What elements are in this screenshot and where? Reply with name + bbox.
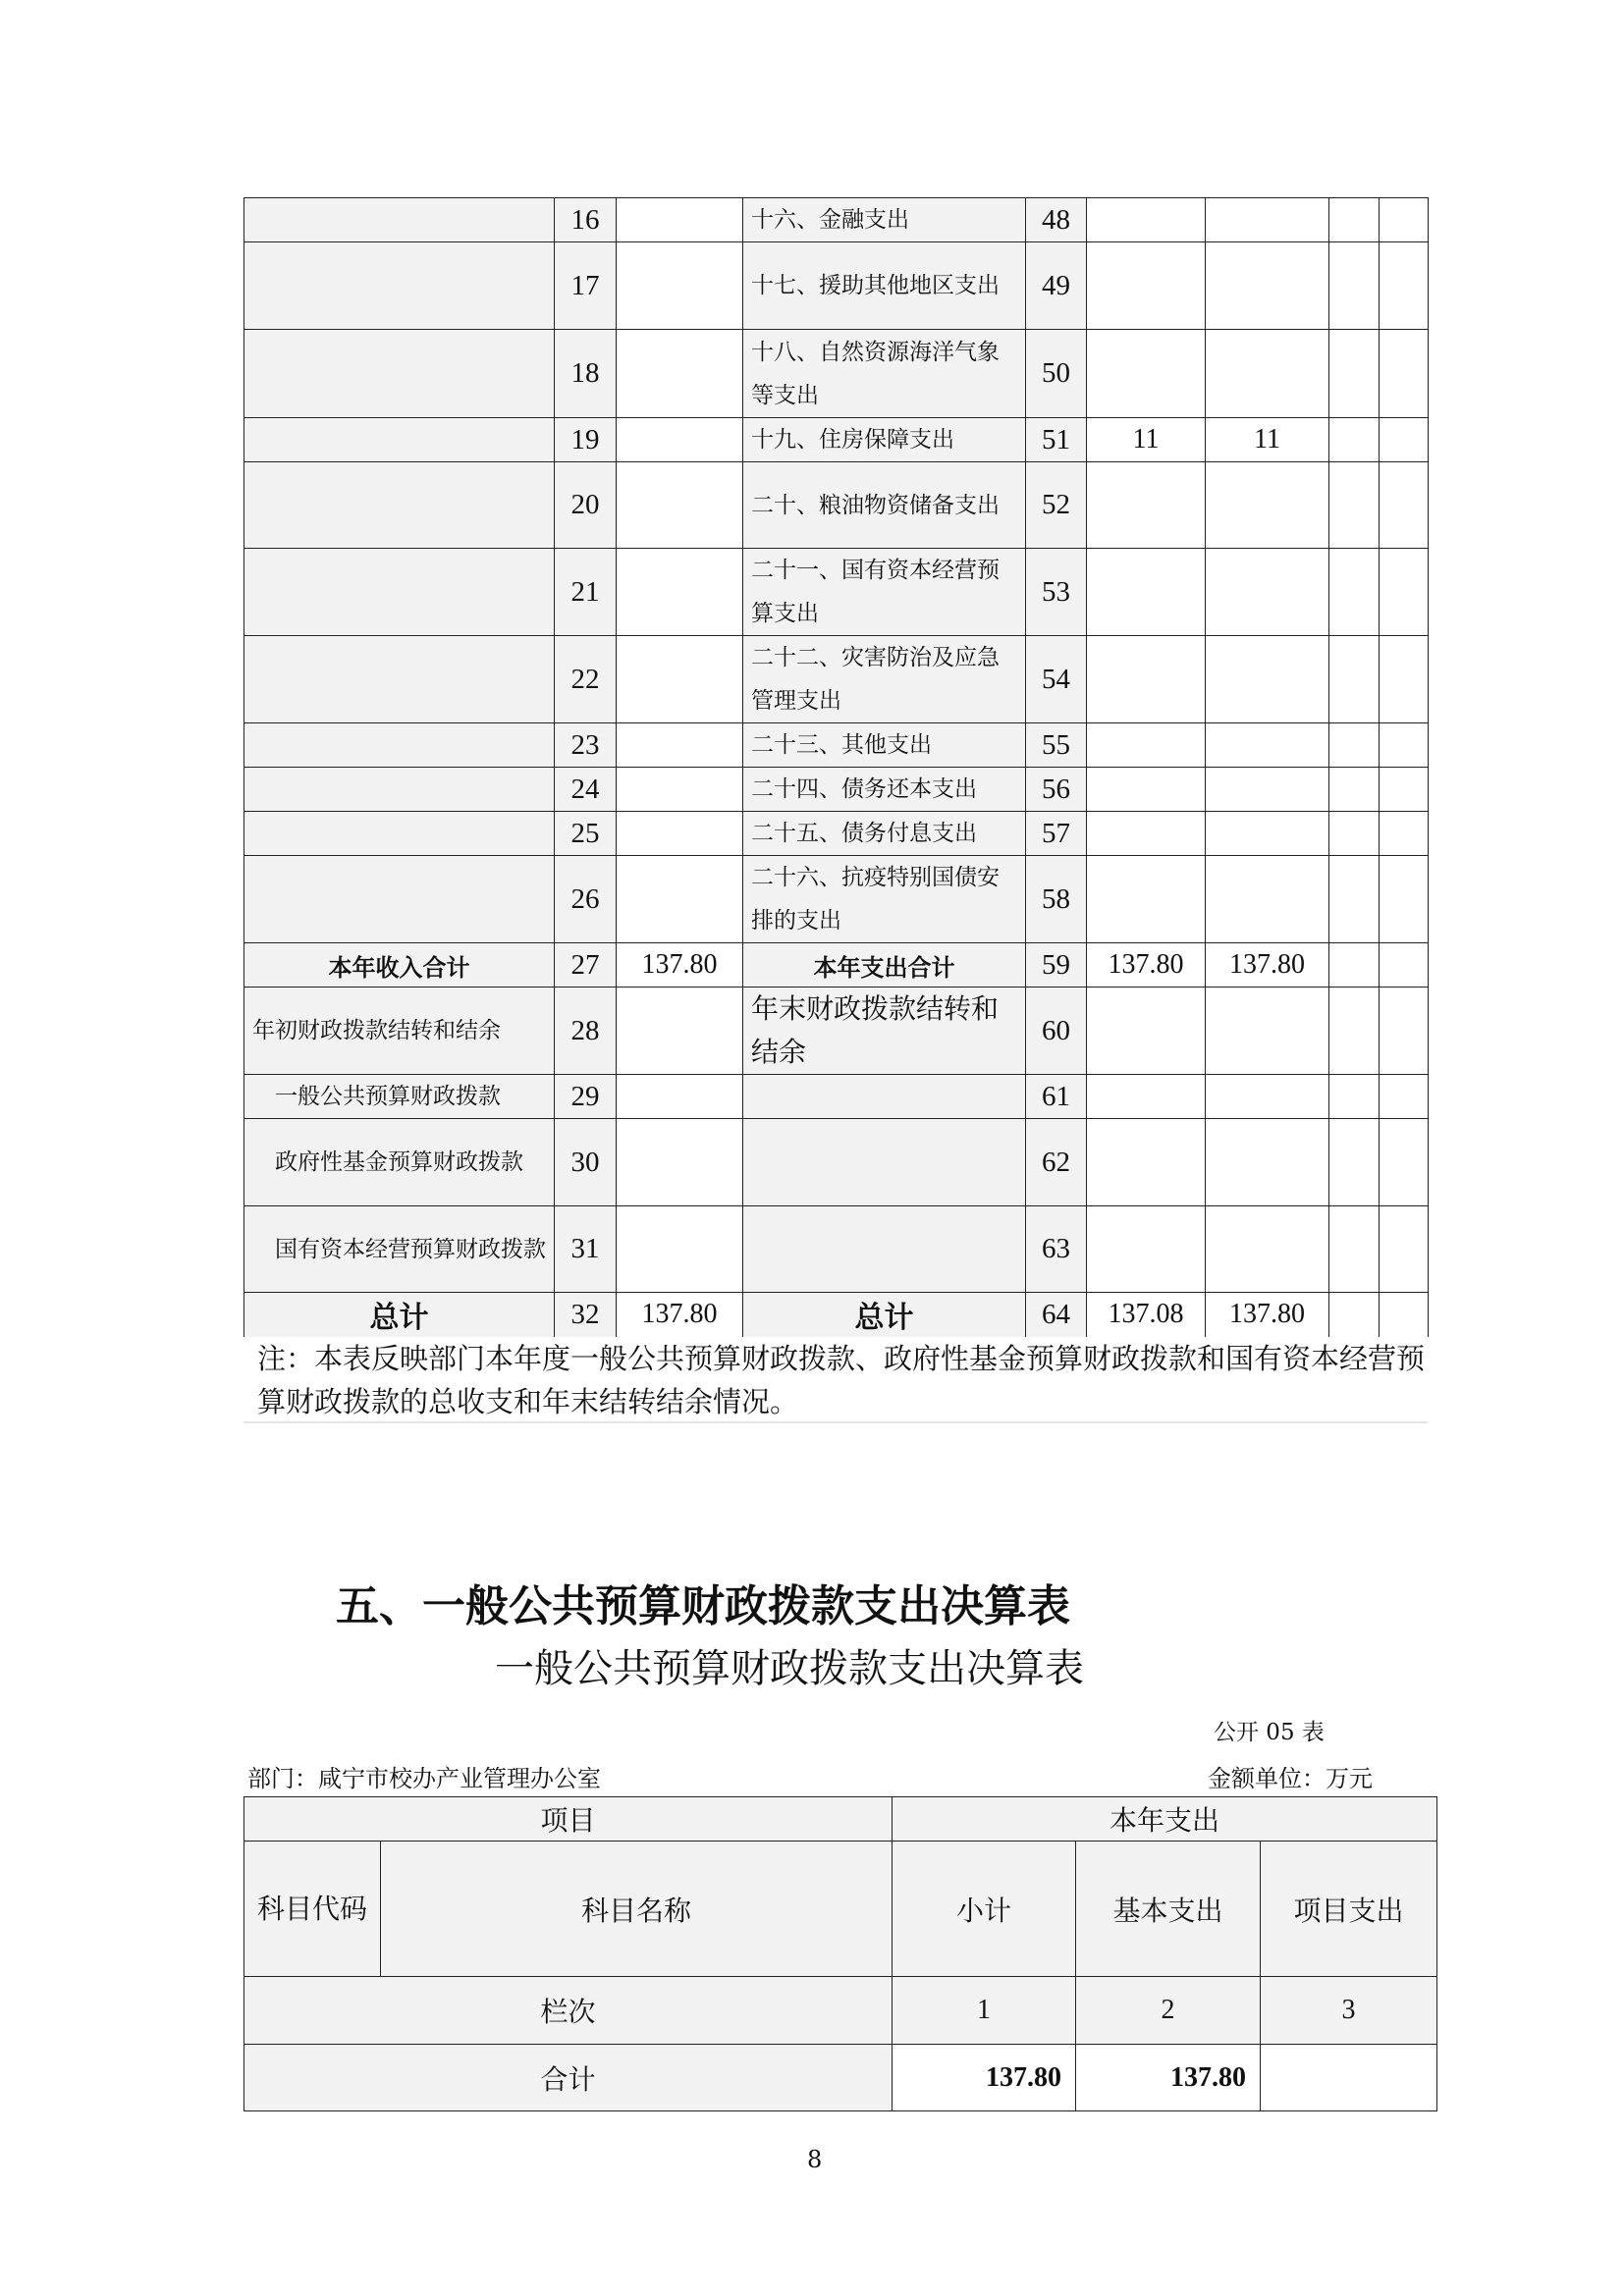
right-amount-state [1380,1293,1429,1337]
left-label [244,549,555,636]
row-index-label: 栏次 [244,1977,893,2045]
right-amount-total: 137.80 [1087,943,1206,988]
right-label: 二十、粮油物资储备支出 [743,462,1026,549]
right-amount-fund [1329,856,1380,943]
right-amount-fund [1329,330,1380,418]
left-line-no: 18 [555,330,617,418]
right-line-no: 59 [1026,943,1087,988]
right-amount-state [1380,418,1429,462]
right-amount-total [1087,462,1206,549]
left-line-no: 22 [555,636,617,723]
table-code: 公开 05 表 [1214,1720,1325,1745]
right-amount-fund [1329,943,1380,988]
total-project [1261,2045,1437,2111]
col-basic: 基本支出 [1076,1842,1261,1977]
left-amount [617,418,743,462]
right-line-no: 64 [1026,1293,1087,1337]
left-label [244,723,555,768]
general-budget-expense-table [244,1796,1437,2111]
left-amount [617,856,743,943]
right-amount-fund [1329,723,1380,768]
right-label: 十九、住房保障支出 [743,418,1026,462]
right-amount-total [1087,723,1206,768]
right-amount-fund [1329,418,1380,462]
section-title: 五、一般公共预算财政拨款支出决算表 [336,1581,1070,1631]
right-label: 二十六、抗疫特别国债安排的支出 [743,856,1026,943]
left-line-no: 27 [555,943,617,988]
left-label [244,856,555,943]
right-label: 二十三、其他支出 [743,723,1026,768]
left-label [244,198,555,242]
index-3: 3 [1261,1977,1437,2045]
right-line-no: 54 [1026,636,1087,723]
right-line-no: 63 [1026,1206,1087,1293]
right-amount-general [1206,330,1329,418]
right-amount-general [1206,462,1329,549]
right-line-no: 50 [1026,330,1087,418]
right-amount-state [1380,198,1429,242]
right-amount-state [1380,812,1429,856]
right-amount-state [1380,1075,1429,1119]
right-label: 十七、援助其他地区支出 [743,242,1026,330]
right-label [743,1206,1026,1293]
right-amount-fund [1329,242,1380,330]
right-amount-general [1206,1119,1329,1206]
table-row [244,723,1429,768]
right-amount-total [1087,768,1206,812]
right-line-no: 62 [1026,1119,1087,1206]
index-2: 2 [1076,1977,1261,2045]
right-amount-fund [1329,462,1380,549]
left-line-no: 26 [555,856,617,943]
left-label [244,462,555,549]
header-item: 项目 [244,1797,893,1842]
right-line-no: 57 [1026,812,1087,856]
right-line-no: 55 [1026,723,1087,768]
total-basic: 137.80 [1076,2045,1261,2111]
left-label: 本年收入合计 [244,943,555,988]
right-line-no: 58 [1026,856,1087,943]
right-label [743,1075,1026,1119]
col-name: 科目名称 [381,1842,893,1977]
right-amount-state [1380,462,1429,549]
right-amount-state [1380,856,1429,943]
right-amount-general [1206,198,1329,242]
right-line-no: 52 [1026,462,1087,549]
right-amount-fund [1329,768,1380,812]
left-amount [617,242,743,330]
right-amount-fund [1329,1075,1380,1119]
table-row [244,198,1429,242]
right-amount-total: 137.08 [1087,1293,1206,1337]
right-amount-general: 11 [1206,418,1329,462]
left-amount [617,198,743,242]
department-label: 部门：咸宁市校办产业管理办公室 [247,1765,601,1792]
table-row [244,1075,1429,1119]
unit-label: 金额单位：万元 [1208,1765,1373,1792]
right-amount-total [1087,549,1206,636]
left-amount: 137.80 [617,1293,743,1337]
left-line-no: 20 [555,462,617,549]
total-label: 合计 [244,2045,893,2111]
table-row [244,812,1429,856]
left-amount [617,723,743,768]
left-line-no: 30 [555,1119,617,1206]
table-row [244,462,1429,549]
right-amount-general [1206,1075,1329,1119]
right-amount-general [1206,856,1329,943]
left-amount [617,768,743,812]
left-label [244,636,555,723]
col-code: 科目代码 [244,1842,381,1977]
left-line-no: 24 [555,768,617,812]
right-amount-general: 137.80 [1206,1293,1329,1337]
right-amount-total [1087,812,1206,856]
right-line-no: 51 [1026,418,1087,462]
table-row [244,856,1429,943]
table-row [244,1293,1429,1337]
left-line-no: 16 [555,198,617,242]
left-label [244,418,555,462]
right-amount-total [1087,988,1206,1075]
col-project: 项目支出 [1261,1842,1437,1977]
right-amount-state [1380,988,1429,1075]
right-amount-total [1087,330,1206,418]
right-amount-general [1206,988,1329,1075]
table-row [244,1119,1429,1206]
table-row [244,943,1429,988]
right-amount-state [1380,330,1429,418]
right-amount-state [1380,636,1429,723]
right-line-no: 61 [1026,1075,1087,1119]
right-amount-state [1380,768,1429,812]
left-label: 一般公共预算财政拨款 [244,1075,555,1119]
table-row [244,242,1429,330]
left-amount [617,812,743,856]
right-amount-general [1206,242,1329,330]
right-amount-total [1087,198,1206,242]
right-label: 总计 [743,1293,1026,1337]
left-label [244,812,555,856]
left-amount [617,330,743,418]
right-amount-general [1206,1206,1329,1293]
left-line-no: 19 [555,418,617,462]
right-amount-state [1380,943,1429,988]
left-amount [617,988,743,1075]
table-row [244,549,1429,636]
right-amount-state [1380,1119,1429,1206]
left-label: 总计 [244,1293,555,1337]
left-line-no: 17 [555,242,617,330]
right-amount-fund [1329,1206,1380,1293]
right-label: 十八、自然资源海洋气象等支出 [743,330,1026,418]
right-line-no: 60 [1026,988,1087,1075]
right-amount-fund [1329,636,1380,723]
left-label: 年初财政拨款结转和结余 [244,988,555,1075]
right-amount-total [1087,1119,1206,1206]
left-amount [617,549,743,636]
left-label: 政府性基金预算财政拨款 [244,1119,555,1206]
left-label [244,242,555,330]
right-amount-general: 137.80 [1206,943,1329,988]
right-label: 本年支出合计 [743,943,1026,988]
right-amount-general [1206,768,1329,812]
right-line-no: 53 [1026,549,1087,636]
table-row [244,768,1429,812]
left-amount [617,1206,743,1293]
left-line-no: 28 [555,988,617,1075]
right-amount-state [1380,723,1429,768]
left-amount [617,1075,743,1119]
right-line-no: 48 [1026,198,1087,242]
right-amount-fund [1329,1119,1380,1206]
left-line-no: 32 [555,1293,617,1337]
left-label [244,330,555,418]
page-number: 8 [807,2146,823,2173]
right-amount-total [1087,1075,1206,1119]
right-label: 十六、金融支出 [743,198,1026,242]
right-amount-general [1206,636,1329,723]
right-amount-general [1206,812,1329,856]
col-subtotal: 小计 [893,1842,1076,1977]
left-line-no: 31 [555,1206,617,1293]
right-amount-fund [1329,549,1380,636]
right-label [743,1119,1026,1206]
left-line-no: 23 [555,723,617,768]
right-label: 二十一、国有资本经营预算支出 [743,549,1026,636]
total-subtotal: 137.80 [893,2045,1076,2111]
left-line-no: 21 [555,549,617,636]
right-amount-total [1087,636,1206,723]
table-row [244,1206,1429,1293]
right-label: 二十五、债务付息支出 [743,812,1026,856]
left-line-no: 29 [555,1075,617,1119]
right-amount-fund [1329,988,1380,1075]
right-amount-total [1087,1206,1206,1293]
right-line-no: 56 [1026,768,1087,812]
right-amount-fund [1329,1293,1380,1337]
left-label: 国有资本经营预算财政拨款 [244,1206,555,1293]
left-amount [617,462,743,549]
left-line-no: 25 [555,812,617,856]
table-row [244,418,1429,462]
right-amount-state [1380,549,1429,636]
table-row [244,636,1429,723]
index-1: 1 [893,1977,1076,2045]
left-label [244,768,555,812]
table-row [244,330,1429,418]
right-amount-general [1206,723,1329,768]
left-amount [617,636,743,723]
right-amount-fund [1329,812,1380,856]
right-label: 二十二、灾害防治及应急管理支出 [743,636,1026,723]
table-row [244,988,1429,1075]
right-label: 年末财政拨款结转和结余 [743,988,1026,1075]
right-line-no: 49 [1026,242,1087,330]
right-label: 二十四、债务还本支出 [743,768,1026,812]
left-amount: 137.80 [617,943,743,988]
right-amount-total [1087,242,1206,330]
divider [244,1421,1428,1423]
right-amount-total [1087,856,1206,943]
right-amount-total: 11 [1087,418,1206,462]
fiscal-income-expense-table [244,197,1429,1337]
right-amount-state [1380,1206,1429,1293]
table-note: 注：本表反映部门本年度一般公共预算财政拨款、政府性基金预算财政拨款和国有资本经营预算财政拨款的总收支和年末结转结余情况。 [257,1342,1426,1418]
header-expense: 本年支出 [893,1797,1437,1842]
right-amount-state [1380,242,1429,330]
right-amount-fund [1329,198,1380,242]
table-title: 一般公共预算财政拨款支出决算表 [495,1646,1084,1691]
right-amount-general [1206,549,1329,636]
left-amount [617,1119,743,1206]
